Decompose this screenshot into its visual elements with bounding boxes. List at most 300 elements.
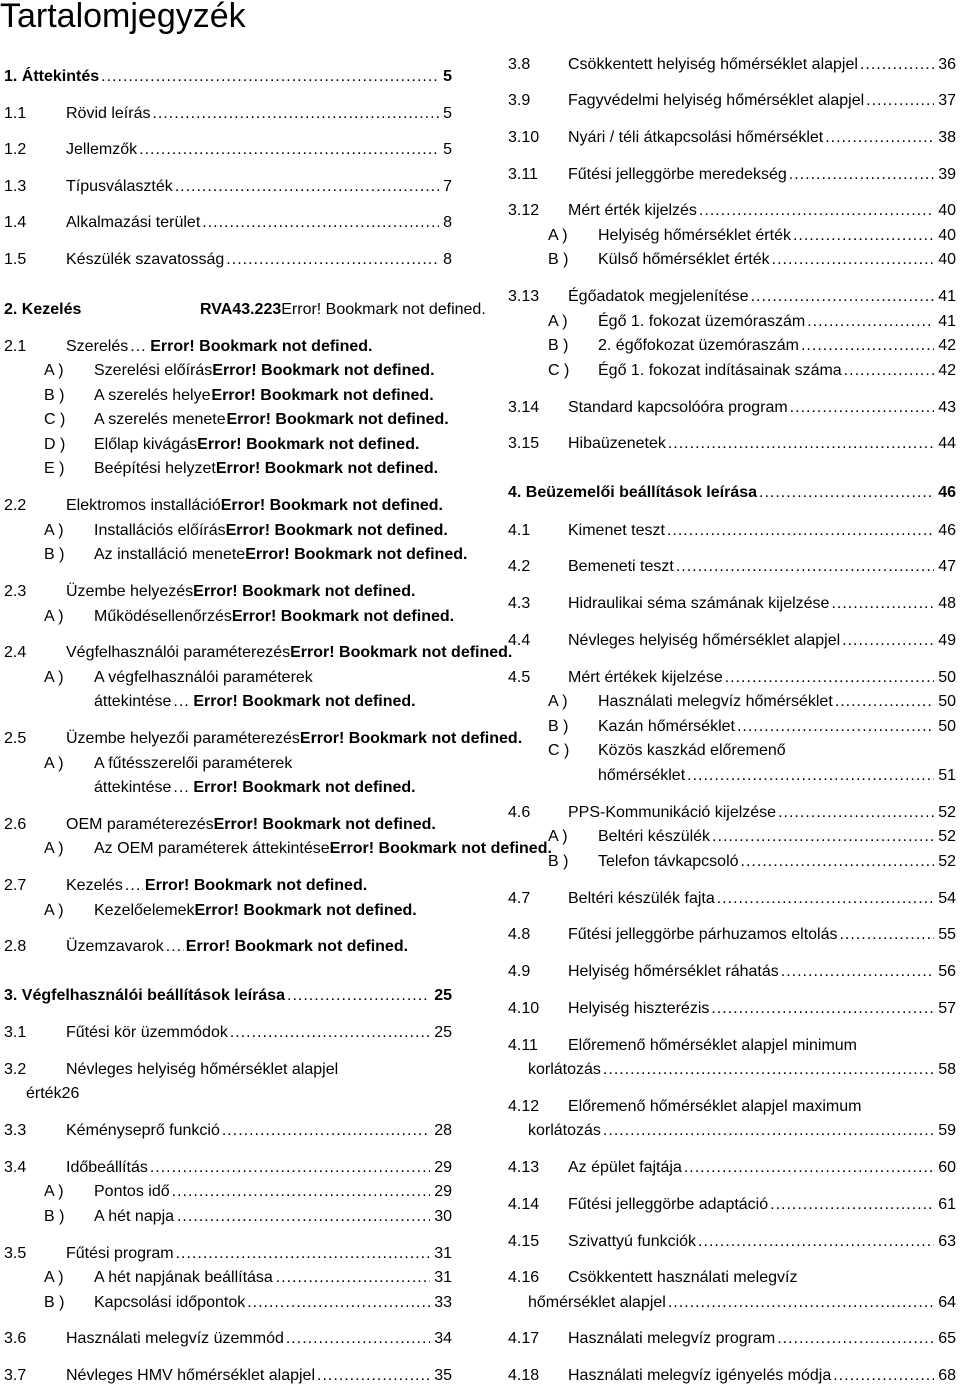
dot-leader: [839, 925, 934, 945]
entry-label: áttekintése: [94, 779, 172, 796]
page-number: 31: [434, 1245, 452, 1262]
page-number: 8: [443, 214, 452, 231]
entry-label: Készülék szavatosság: [66, 251, 225, 268]
page-number: 51: [938, 767, 956, 784]
entry-number: 4.10: [508, 1000, 540, 1017]
entry-label: Csökkentett helyiség hőmérséklet alapjel: [568, 56, 858, 73]
entry-number: B ): [44, 1208, 65, 1225]
error-reference: Error! Bookmark not defined.: [193, 693, 416, 710]
toc-entry[interactable]: [4, 937, 452, 957]
toc-entry[interactable]: [508, 1232, 956, 1252]
page-number: 65: [938, 1330, 956, 1347]
entry-label: Szivattyú funkciók: [568, 1233, 697, 1250]
entry-label: Előremenő hőmérséklet alapjel minimum: [568, 1037, 858, 1054]
toc-entry[interactable]: [508, 717, 956, 737]
page-number: 36: [938, 56, 956, 73]
dot-leader: [770, 1195, 934, 1215]
entry-number: C ): [548, 742, 570, 759]
page-number: 42: [938, 337, 956, 354]
page-number: 46: [938, 522, 956, 539]
dot-leader: [668, 434, 934, 454]
toc-entry[interactable]: [508, 668, 956, 688]
dot-leader: [687, 766, 934, 786]
entry-number: 1.5: [4, 251, 27, 268]
dot-leader: [844, 361, 935, 381]
dot-leader: [287, 986, 430, 1006]
toc-entry[interactable]: [4, 410, 452, 430]
toc-entry[interactable]: [508, 287, 956, 307]
entry-number: 4.12: [508, 1098, 540, 1115]
entry-label: Helyiség hőmérséklet érték: [598, 227, 791, 244]
toc-entry[interactable]: [4, 729, 523, 749]
dot-leader: [172, 1182, 431, 1202]
entry-label: Az installáció menete: [94, 546, 246, 563]
chapter-title: 1. Áttekintés: [4, 68, 100, 85]
page-number: 43: [938, 399, 956, 416]
entry-label: Égőadatok megjelenítése: [568, 288, 749, 305]
chapter-title: 4. Beüzemelői beállítások leírása: [508, 484, 758, 501]
page-number: 5: [443, 105, 452, 122]
error-reference: Error! Bookmark not defined.: [215, 460, 439, 477]
entry-number: B ): [44, 387, 65, 404]
page-number: 46: [938, 484, 956, 501]
page-number: 41: [938, 313, 956, 330]
entry-label: Égő 1. fokozat üzemóraszám: [598, 313, 806, 330]
toc-entry[interactable]: [508, 1036, 956, 1056]
entry-number: 4.16: [508, 1269, 540, 1286]
entry-number: C ): [44, 411, 66, 428]
toc-entry[interactable]: [4, 1084, 452, 1104]
dot-leader: [751, 287, 935, 307]
toc-entry[interactable]: [4, 140, 452, 160]
entry-number: 4.17: [508, 1330, 540, 1347]
page-number: 44: [938, 435, 956, 452]
entry-number: 2.3: [4, 583, 27, 600]
page-number: 29: [434, 1183, 452, 1200]
toc-entry[interactable]: [4, 1158, 452, 1178]
entry-label: A végfelhasználói paraméterek: [94, 669, 313, 686]
toc-entry[interactable]: [4, 1366, 452, 1386]
entry-label: A hét napja: [94, 1208, 175, 1225]
error-reference: Error! Bookmark not defined.: [220, 497, 443, 514]
dot-leader: [711, 999, 934, 1019]
error-reference: Error! Bookmark not defined.: [211, 387, 434, 404]
dot-leader: [833, 1366, 934, 1386]
page-number: 63: [938, 1233, 956, 1250]
entry-number: 3.4: [4, 1159, 27, 1176]
toc-entry[interactable]: [508, 483, 956, 503]
entry-number: A ): [44, 902, 64, 919]
page-number: 52: [938, 804, 956, 821]
toc-entry[interactable]: [4, 668, 452, 688]
entry-label: Üzembe helyezői paraméterezés: [66, 730, 300, 747]
toc-entry[interactable]: [508, 1195, 956, 1215]
entry-number: A ): [44, 840, 64, 857]
page-number: 25: [434, 1024, 452, 1041]
dot-leader: [790, 398, 935, 418]
toc-entry[interactable]: [508, 999, 956, 1019]
toc-entry[interactable]: [4, 901, 452, 921]
toc-entry[interactable]: [4, 1182, 452, 1202]
entry-label: Alkalmazási terület: [66, 214, 201, 231]
toc-entry[interactable]: [4, 815, 452, 835]
page-number: 40: [938, 202, 956, 219]
dot-leader: [741, 852, 935, 872]
toc-entry[interactable]: [508, 434, 956, 454]
toc-entry[interactable]: [4, 839, 552, 859]
entry-label: korlátozás: [528, 1061, 601, 1078]
entry-number: 2.7: [4, 877, 27, 894]
entry-label: Installációs előírás: [94, 522, 226, 539]
entry-label: Elektromos installáció: [66, 497, 221, 514]
entry-label: hőmérséklet alapjel: [528, 1294, 666, 1311]
error-reference: Error! Bookmark not defined.: [144, 877, 368, 894]
toc-entry[interactable]: [508, 766, 956, 786]
entry-label: Hibaüzenetek: [568, 435, 666, 452]
entry-label: Bemeneti teszt: [568, 558, 674, 575]
dot-leader: [778, 803, 934, 823]
entry-number: 4.15: [508, 1233, 540, 1250]
toc-entry[interactable]: [508, 201, 956, 221]
entry-label: Használati melegvíz hőmérséklet: [598, 693, 833, 710]
toc-entry[interactable]: [508, 128, 956, 148]
toc-entry[interactable]: [508, 692, 956, 712]
toc-entry[interactable]: [508, 631, 956, 651]
page-number: 35: [434, 1367, 452, 1384]
entry-label: Égő 1. fokozat indításainak száma: [598, 362, 842, 379]
page-number: 54: [938, 890, 956, 907]
page-number: 39: [938, 166, 956, 183]
entry-number: 4.2: [508, 558, 531, 575]
toc-entry[interactable]: [508, 1060, 956, 1080]
toc-entry[interactable]: [4, 250, 452, 270]
toc-entry[interactable]: [508, 557, 956, 577]
toc-entry[interactable]: [508, 925, 956, 945]
entry-label: PPS-Kommunikáció kijelzése: [568, 804, 777, 821]
dot-leader: [125, 876, 143, 896]
page-number: 50: [938, 718, 956, 735]
dot-leader: [698, 1232, 934, 1252]
page-number: 42: [938, 362, 956, 379]
toc-entry[interactable]: [4, 361, 452, 381]
entry-number: B ): [548, 251, 569, 268]
dot-leader: [603, 1121, 934, 1141]
dot-leader: [866, 91, 934, 111]
toc-entry[interactable]: [4, 213, 452, 233]
dot-leader: [202, 213, 439, 233]
entry-label: Standard kapcsolóóra program: [568, 399, 788, 416]
entry-number: 3.8: [508, 56, 531, 73]
error-reference: Error! Bookmark not defined.: [194, 902, 417, 919]
entry-number: A ): [44, 1183, 64, 1200]
entry-label: A hét napjának beállítása: [94, 1269, 273, 1286]
toc-entry[interactable]: [508, 594, 956, 614]
entry-number: 1.2: [4, 141, 27, 158]
entry-number: 3.15: [508, 435, 540, 452]
entry-label: áttekintése: [94, 693, 172, 710]
toc-entry[interactable]: [508, 91, 956, 111]
page-number: 33: [434, 1294, 452, 1311]
entry-number: 4.4: [508, 632, 531, 649]
entry-number: 1.1: [4, 105, 27, 122]
entry-label: Közös kaszkád előremenő: [598, 742, 786, 759]
dot-leader: [807, 312, 934, 332]
entry-label: Üzemzavarok: [66, 938, 164, 955]
error-reference: Error! Bookmark not defined.: [281, 301, 486, 318]
entry-number: 4.8: [508, 926, 531, 943]
toc-title: Tartalomjegyzék: [0, 0, 246, 35]
dot-leader: [150, 1158, 430, 1178]
dot-leader: [759, 483, 934, 503]
entry-number: 4.5: [508, 669, 531, 686]
toc-entry[interactable]: [508, 852, 956, 872]
entry-label: Fűtési jelleggörbe párhuzamos eltolás: [568, 926, 838, 943]
entry-label: Kimenet teszt: [568, 522, 665, 539]
entry-label: Az OEM paraméterek áttekintése: [94, 840, 330, 857]
dot-leader: [699, 201, 934, 221]
toc-entry[interactable]: [508, 1329, 956, 1349]
entry-label: Fűtési kör üzemmódok: [66, 1024, 228, 1041]
entry-number: C ): [548, 362, 570, 379]
entry-number: 4.18: [508, 1367, 540, 1384]
toc-entry[interactable]: [4, 104, 452, 124]
toc-entry[interactable]: [4, 582, 452, 602]
entry-number: B ): [548, 718, 569, 735]
entry-label: Névleges HMV hőmérséklet alapjel: [66, 1367, 315, 1384]
entry-label: Kéményseprő funkció: [66, 1122, 220, 1139]
entry-label: Nyári / téli átkapcsolási hőmérséklet: [568, 129, 824, 146]
toc-entry[interactable]: [4, 545, 468, 565]
toc-entry[interactable]: [508, 1268, 956, 1288]
entry-number: 3.1: [4, 1024, 27, 1041]
entry-number: B ): [44, 546, 65, 563]
toc-entry[interactable]: [4, 521, 452, 541]
toc-entry[interactable]: [4, 435, 452, 455]
dot-leader: [842, 631, 934, 651]
dot-leader: [152, 104, 439, 124]
toc-entry[interactable]: [508, 741, 956, 761]
page-number: 58: [938, 1061, 956, 1078]
page-number: 38: [938, 129, 956, 146]
entry-label: Szerelési előírás: [94, 362, 213, 379]
dot-leader: [772, 250, 935, 270]
dot-leader: [176, 1244, 431, 1264]
toc-entry[interactable]: [508, 1158, 956, 1178]
dot-leader: [781, 962, 934, 982]
toc-entry[interactable]: [4, 643, 513, 663]
toc-entry[interactable]: [508, 336, 956, 356]
entry-label: Beépítési helyzet: [94, 460, 216, 477]
entry-label: Külső hőmérséklet érték: [598, 251, 770, 268]
entry-label: Használati melegvíz üzemmód: [66, 1330, 284, 1347]
page-number: 25: [434, 987, 452, 1004]
entry-label: Használati melegvíz program: [568, 1330, 776, 1347]
entry-label: Fűtési jelleggörbe adaptáció: [568, 1196, 769, 1213]
page-number: 50: [938, 669, 956, 686]
entry-number: A ): [44, 1269, 64, 1286]
entry-number: E ): [44, 460, 65, 477]
entry-label: Csökkentett használati melegvíz: [568, 1269, 798, 1286]
toc-entry[interactable]: [4, 1329, 452, 1349]
error-reference: Error! Bookmark not defined.: [197, 436, 420, 453]
dot-leader: [793, 226, 934, 246]
toc-entry[interactable]: [508, 312, 956, 332]
entry-label: korlátozás: [528, 1122, 601, 1139]
toc-entry[interactable]: [508, 962, 956, 982]
toc-entry[interactable]: [4, 177, 452, 197]
entry-label: Rövid leírás: [66, 105, 151, 122]
toc-entry[interactable]: [508, 889, 956, 909]
toc-entry[interactable]: [4, 496, 452, 516]
toc-entry[interactable]: [4, 1023, 452, 1043]
entry-number: A ): [548, 693, 568, 710]
dot-leader: [801, 336, 934, 356]
entry-number: 4.13: [508, 1159, 540, 1176]
page-number: 50: [938, 693, 956, 710]
error-reference: Error! Bookmark not defined.: [193, 779, 416, 796]
entry-label: Előremenő hőmérséklet alapjel maximum: [568, 1098, 862, 1115]
dot-leader: [226, 250, 439, 270]
entry-label: hőmérséklet: [598, 767, 686, 784]
toc-entry[interactable]: [4, 607, 455, 627]
page-number: 60: [938, 1159, 956, 1176]
entry-number: A ): [548, 227, 568, 244]
page-number: 37: [938, 92, 956, 109]
entry-number: 3.13: [508, 288, 540, 305]
page-number: 56: [938, 963, 956, 980]
entry-number: 3.12: [508, 202, 540, 219]
entry-label: Pontos idő: [94, 1183, 170, 1200]
entry-number: 3.11: [508, 166, 538, 183]
entry-label: 2. égőfokozat üzemóraszám: [598, 337, 799, 354]
page-number: 40: [938, 251, 956, 268]
page-number: 28: [434, 1122, 452, 1139]
entry-label: érték26: [26, 1085, 80, 1102]
toc-entry[interactable]: [4, 692, 452, 712]
entry-number: A ): [44, 608, 64, 625]
page-number: 49: [938, 632, 956, 649]
entry-number: 4.3: [508, 595, 531, 612]
entry-number: 4.9: [508, 963, 531, 980]
toc-entry[interactable]: [4, 386, 452, 406]
page-number: 30: [434, 1208, 452, 1225]
toc-entry[interactable]: [4, 300, 486, 320]
entry-label: Kapcsolási időpontok: [94, 1294, 246, 1311]
toc-entry[interactable]: [4, 754, 452, 774]
entry-label: Helyiség hőmérséklet ráhatás: [568, 963, 779, 980]
toc-entry[interactable]: [4, 778, 452, 798]
toc-entry[interactable]: [508, 226, 956, 246]
entry-number: B ): [44, 1294, 65, 1311]
toc-entry[interactable]: [508, 250, 956, 270]
page-number: 59: [938, 1122, 956, 1139]
toc-entry[interactable]: [508, 1121, 956, 1141]
error-reference: Error! Bookmark not defined.: [226, 411, 449, 428]
dot-leader: [276, 1268, 431, 1288]
toc-entry[interactable]: [4, 1244, 452, 1264]
toc-entry[interactable]: [508, 521, 956, 541]
toc-entry[interactable]: [508, 827, 956, 847]
entry-label: Az épület fajtája: [568, 1159, 682, 1176]
entry-number: A ): [44, 522, 64, 539]
toc-entry[interactable]: [508, 1293, 956, 1313]
dot-leader: [177, 1207, 430, 1227]
toc-entry[interactable]: [508, 398, 956, 418]
entry-number: B ): [548, 337, 569, 354]
entry-number: 3.6: [4, 1330, 27, 1347]
error-reference: Error! Bookmark not defined.: [329, 840, 552, 857]
toc-entry[interactable]: [508, 1097, 956, 1117]
toc-entry[interactable]: [4, 337, 452, 357]
entry-label: Kezelőelemek: [94, 902, 195, 919]
entry-label: A fűtésszerelői paraméterek: [94, 755, 293, 772]
entry-number: A ): [44, 755, 64, 772]
chapter-title: 2. Kezelés: [4, 301, 82, 318]
toc-entry[interactable]: [508, 361, 956, 381]
entry-number: B ): [548, 853, 569, 870]
toc-entry[interactable]: [4, 876, 452, 896]
toc-entry[interactable]: [4, 1268, 452, 1288]
toc-entry[interactable]: [508, 803, 956, 823]
entry-label: Kazán hőmérséklet: [598, 718, 735, 735]
entry-number: D ): [44, 436, 66, 453]
toc-entry[interactable]: [508, 1366, 956, 1386]
dot-leader: [101, 67, 439, 87]
dot-leader: [712, 827, 934, 847]
dot-leader: [173, 778, 191, 798]
dot-leader: [317, 1366, 430, 1386]
dot-leader: [173, 692, 191, 712]
entry-label: Fűtési jelleggörbe meredekség: [568, 166, 787, 183]
page-number: 52: [938, 828, 956, 845]
entry-number: 4.11: [508, 1037, 538, 1054]
toc-entry[interactable]: [4, 1060, 452, 1080]
entry-number: 4.7: [508, 890, 531, 907]
dot-leader: [789, 165, 934, 185]
toc-entry[interactable]: [4, 67, 452, 87]
entry-number: 4.14: [508, 1196, 540, 1213]
entry-number: 3.14: [508, 399, 540, 416]
entry-number: 2.4: [4, 644, 27, 661]
toc-entry[interactable]: [508, 165, 956, 185]
dot-leader: [737, 717, 934, 737]
entry-label: Végfelhasználói paraméterezés: [66, 644, 291, 661]
dot-leader: [139, 140, 439, 160]
error-reference: Error! Bookmark not defined.: [290, 644, 513, 661]
entry-label: Előlap kivágás: [94, 436, 198, 453]
toc-entry[interactable]: [4, 1293, 452, 1313]
toc-entry[interactable]: [4, 459, 452, 479]
entry-label: Működésellenőrzés: [94, 608, 232, 625]
page-number: 61: [938, 1196, 956, 1213]
entry-number: 3.7: [4, 1367, 27, 1384]
toc-entry[interactable]: [4, 1121, 452, 1141]
entry-label: Mért értékek kijelzése: [568, 669, 723, 686]
page-number: 57: [938, 1000, 956, 1017]
toc-entry[interactable]: [4, 986, 452, 1006]
entry-number: 3.10: [508, 129, 540, 146]
entry-label: Használati melegvíz igényelés módja: [568, 1367, 832, 1384]
toc-entry[interactable]: [4, 1207, 452, 1227]
page-number: 5: [443, 141, 452, 158]
page-number: 41: [938, 288, 956, 305]
entry-label: A szerelés helye: [94, 387, 211, 404]
page-number: 52: [938, 853, 956, 870]
toc-entry[interactable]: [508, 55, 956, 75]
entry-number: 3.3: [4, 1122, 27, 1139]
entry-label: Hidraulikai séma számának kijelzése: [568, 595, 830, 612]
error-reference: Error! Bookmark not defined.: [150, 338, 373, 355]
